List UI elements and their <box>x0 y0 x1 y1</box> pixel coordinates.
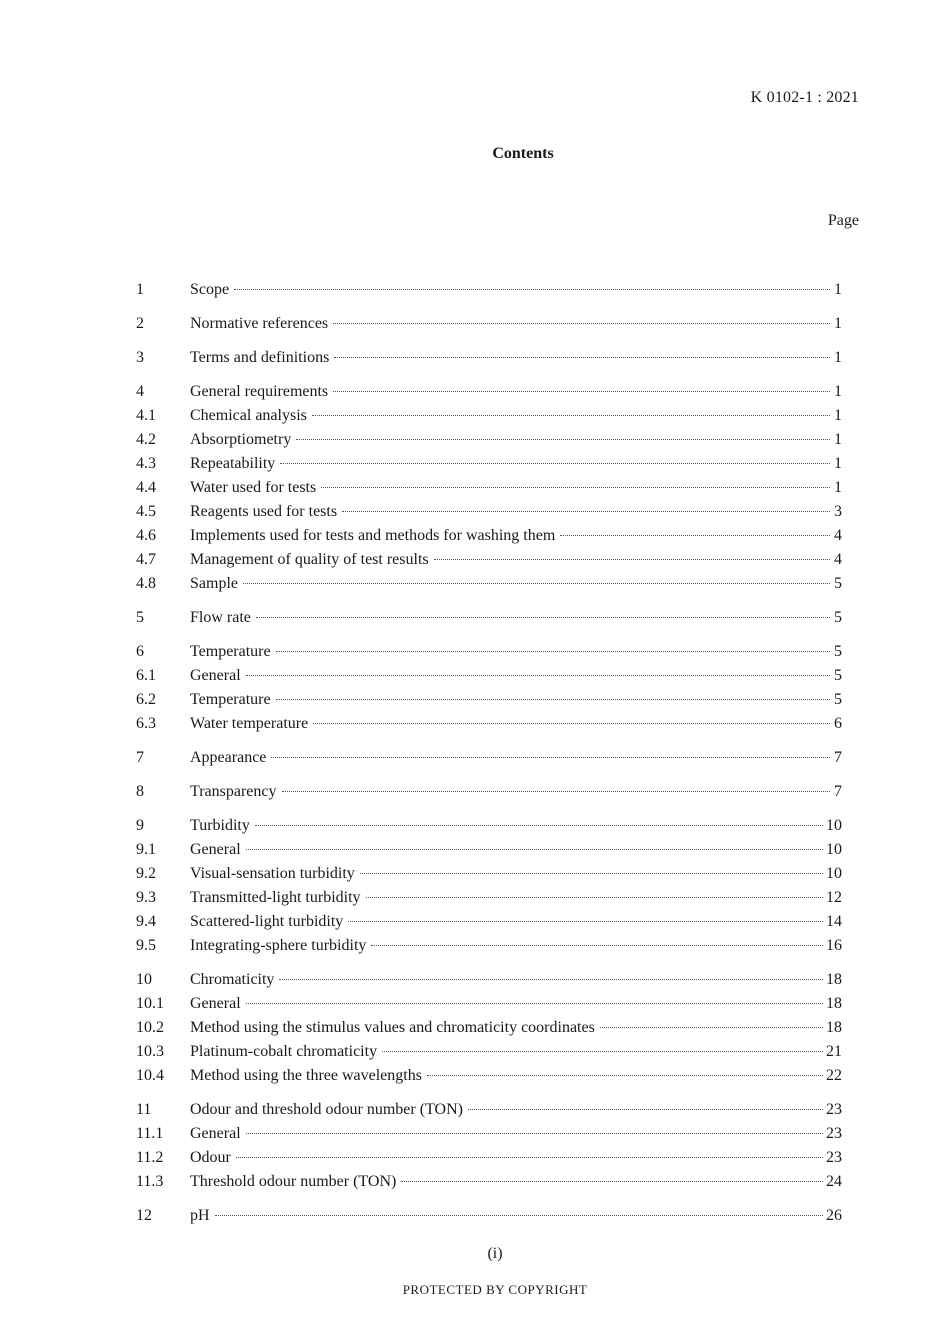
toc-entry-title: Sample <box>190 575 238 592</box>
toc-entry-page: 22 <box>826 1067 842 1084</box>
toc-entry-number: 12 <box>136 1207 152 1224</box>
toc-leader-dots <box>427 1075 823 1076</box>
toc-entry-page: 5 <box>834 667 842 684</box>
toc-entry[interactable] <box>136 910 842 934</box>
toc-entry-number: 4.2 <box>136 431 156 448</box>
toc-entry[interactable] <box>136 500 842 524</box>
toc-leader-dots <box>246 1133 823 1134</box>
toc-entry-page: 10 <box>826 817 842 834</box>
toc-entry-title: Normative references <box>190 315 329 332</box>
toc-leader-dots <box>279 979 823 980</box>
toc-entry-number: 9.1 <box>136 841 156 858</box>
toc-entry-number: 4.1 <box>136 407 156 424</box>
toc-leader-dots <box>276 699 830 700</box>
toc-entry-number: 4.7 <box>136 551 156 568</box>
toc-entry[interactable] <box>136 862 842 886</box>
toc-entry-title: Chemical analysis <box>190 407 307 424</box>
toc-entry-title: General <box>190 1125 241 1142</box>
toc-entry-title: General <box>190 995 241 1012</box>
toc-leader-dots <box>246 1003 823 1004</box>
toc-entry-page: 24 <box>826 1173 842 1190</box>
toc-entry-number: 9.5 <box>136 937 156 954</box>
toc-entry[interactable] <box>136 380 842 404</box>
toc-entry-title: Turbidity <box>190 817 250 834</box>
toc-entry-title: Temperature <box>190 643 271 660</box>
toc-leader-dots <box>360 873 823 874</box>
toc-entry-title: Transparency <box>190 783 277 800</box>
toc-entry-number: 10.3 <box>136 1043 164 1060</box>
toc-entry-page: 4 <box>834 551 842 568</box>
toc-entry[interactable] <box>136 1098 842 1122</box>
toc-entry-title: Management of quality of test results <box>190 551 429 568</box>
toc-entry[interactable] <box>136 968 842 992</box>
toc-entry-number: 6.1 <box>136 667 156 684</box>
toc-leader-dots <box>468 1109 823 1110</box>
toc-entry-page: 4 <box>834 527 842 544</box>
toc-entry[interactable] <box>136 606 842 630</box>
toc-entry-number: 2 <box>136 315 144 332</box>
toc-leader-dots <box>271 757 830 758</box>
toc-entry-page: 26 <box>826 1207 842 1224</box>
toc-entry-number: 3 <box>136 349 144 366</box>
toc-leader-dots <box>243 583 830 584</box>
toc-entry-number: 10.4 <box>136 1067 164 1084</box>
toc-entry-number: 11 <box>136 1101 152 1118</box>
toc-entry-number: 1 <box>136 281 144 298</box>
toc-entry-page: 12 <box>826 889 842 906</box>
toc-entry-title: Absorptiometry <box>190 431 292 448</box>
toc-leader-dots <box>348 921 823 922</box>
toc-entry-number: 9.3 <box>136 889 156 906</box>
toc-entry-title: Transmitted-light turbidity <box>190 889 361 906</box>
toc-entry[interactable] <box>136 1122 842 1146</box>
toc-entry-number: 9 <box>136 817 144 834</box>
toc-entry-title: Water used for tests <box>190 479 317 496</box>
table-of-contents <box>136 278 842 1228</box>
toc-leader-dots <box>321 487 830 488</box>
toc-entry-page: 10 <box>826 865 842 882</box>
toc-leader-dots <box>382 1051 823 1052</box>
toc-entry[interactable] <box>136 746 842 770</box>
toc-entry-page: 23 <box>826 1125 842 1142</box>
toc-entry[interactable] <box>136 712 842 736</box>
toc-entry[interactable] <box>136 688 842 712</box>
toc-entry-page: 21 <box>826 1043 842 1060</box>
toc-entry[interactable] <box>136 312 842 336</box>
toc-entry[interactable] <box>136 1146 842 1170</box>
toc-entry-title: Method using the three wavelengths <box>190 1067 422 1084</box>
toc-entry-number: 9.2 <box>136 865 156 882</box>
toc-entry-page: 1 <box>834 349 842 366</box>
toc-entry-page: 14 <box>826 913 842 930</box>
toc-entry-title: Integrating-sphere turbidity <box>190 937 367 954</box>
toc-entry-number: 4.5 <box>136 503 156 520</box>
toc-entry-number: 10.1 <box>136 995 164 1012</box>
toc-entry[interactable] <box>136 404 842 428</box>
document-id: K 0102-1 : 2021 <box>750 89 859 106</box>
toc-entry-page: 23 <box>826 1149 842 1166</box>
toc-entry-number: 4.4 <box>136 479 156 496</box>
toc-entry-number: 4.3 <box>136 455 156 472</box>
toc-entry[interactable] <box>136 780 842 804</box>
toc-entry-number: 6 <box>136 643 144 660</box>
toc-leader-dots <box>371 945 823 946</box>
toc-entry-title: Visual-sensation turbidity <box>190 865 355 882</box>
toc-leader-dots <box>256 617 830 618</box>
toc-entry-title: Repeatability <box>190 455 276 472</box>
toc-leader-dots <box>313 723 830 724</box>
toc-entry[interactable] <box>136 524 842 548</box>
toc-entry-title: Temperature <box>190 691 271 708</box>
toc-entry[interactable] <box>136 1170 842 1194</box>
toc-entry-title: Appearance <box>190 749 267 766</box>
toc-entry-title: Chromaticity <box>190 971 275 988</box>
toc-leader-dots <box>342 511 830 512</box>
toc-entry-page: 5 <box>834 575 842 592</box>
toc-entry-title: Odour and threshold odour number (TON) <box>190 1101 463 1118</box>
toc-entry[interactable] <box>136 664 842 688</box>
toc-entry[interactable] <box>136 1064 842 1088</box>
toc-entry[interactable] <box>136 1204 842 1228</box>
toc-entry-number: 4.6 <box>136 527 156 544</box>
toc-entry-page: 7 <box>834 749 842 766</box>
toc-leader-dots <box>296 439 830 440</box>
toc-leader-dots <box>282 791 831 792</box>
toc-leader-dots <box>333 323 830 324</box>
page-folio: (i) <box>487 1245 503 1262</box>
toc-entry-page: 18 <box>826 995 842 1012</box>
toc-entry-title: Scope <box>190 281 230 298</box>
toc-leader-dots <box>215 1215 823 1216</box>
toc-entry-number: 11.1 <box>136 1125 164 1142</box>
page-column-label: Page <box>827 212 859 229</box>
toc-leader-dots <box>366 897 823 898</box>
toc-entry-number: 4 <box>136 383 144 400</box>
toc-entry-number: 4.8 <box>136 575 156 592</box>
copyright-notice: PROTECTED BY COPYRIGHT <box>402 1282 588 1297</box>
toc-leader-dots <box>560 535 830 536</box>
toc-entry-page: 1 <box>834 431 842 448</box>
toc-entry-title: Threshold odour number (TON) <box>190 1173 397 1190</box>
toc-entry[interactable] <box>136 1016 842 1040</box>
toc-entry[interactable] <box>136 992 842 1016</box>
toc-entry[interactable] <box>136 278 842 302</box>
toc-leader-dots <box>276 651 830 652</box>
toc-entry[interactable] <box>136 640 842 664</box>
toc-leader-dots <box>246 849 823 850</box>
toc-entry-page: 18 <box>826 971 842 988</box>
toc-entry[interactable] <box>136 1040 842 1064</box>
toc-entry-number: 7 <box>136 749 144 766</box>
toc-entry-title: Reagents used for tests <box>190 503 338 520</box>
toc-leader-dots <box>434 559 830 560</box>
toc-entry[interactable] <box>136 548 842 572</box>
toc-entry-title: Odour <box>190 1149 231 1166</box>
toc-entry-number: 6.3 <box>136 715 156 732</box>
toc-entry-title: Platinum-cobalt chromaticity <box>190 1043 378 1060</box>
toc-entry-page: 3 <box>834 503 842 520</box>
toc-entry-number: 6.2 <box>136 691 156 708</box>
toc-entry[interactable] <box>136 452 842 476</box>
toc-entry-page: 1 <box>834 281 842 298</box>
toc-entry-page: 5 <box>834 643 842 660</box>
toc-leader-dots <box>280 463 830 464</box>
toc-entry-page: 10 <box>826 841 842 858</box>
toc-entry-number: 8 <box>136 783 144 800</box>
toc-entry-page: 6 <box>834 715 842 732</box>
toc-entry-page: 5 <box>834 609 842 626</box>
toc-entry-number: 5 <box>136 609 144 626</box>
toc-leader-dots <box>600 1027 823 1028</box>
toc-entry-page: 23 <box>826 1101 842 1118</box>
toc-entry-page: 1 <box>834 383 842 400</box>
toc-entry-title: Scattered-light turbidity <box>190 913 344 930</box>
toc-leader-dots <box>401 1181 823 1182</box>
page-title: Contents <box>492 145 554 162</box>
toc-entry-page: 18 <box>826 1019 842 1036</box>
toc-entry[interactable] <box>136 476 842 500</box>
toc-entry-number: 9.4 <box>136 913 156 930</box>
toc-entry-page: 1 <box>834 455 842 472</box>
toc-entry[interactable] <box>136 572 842 596</box>
toc-entry-page: 16 <box>826 937 842 954</box>
toc-leader-dots <box>234 289 830 290</box>
toc-entry-title: Terms and definitions <box>190 349 330 366</box>
toc-leader-dots <box>246 675 830 676</box>
toc-entry-number: 10.2 <box>136 1019 164 1036</box>
toc-entry-title: Flow rate <box>190 609 251 626</box>
toc-entry-title: General <box>190 667 241 684</box>
toc-leader-dots <box>334 357 830 358</box>
toc-entry-page: 1 <box>834 479 842 496</box>
toc-entry-page: 7 <box>834 783 842 800</box>
toc-entry[interactable] <box>136 428 842 452</box>
toc-entry-title: Implements used for tests and methods for washing them <box>190 527 556 544</box>
toc-entry[interactable] <box>136 838 842 862</box>
toc-leader-dots <box>255 825 823 826</box>
toc-entry-title: pH <box>190 1207 210 1224</box>
toc-leader-dots <box>312 415 830 416</box>
toc-leader-dots <box>333 391 830 392</box>
toc-entry-title: Water temperature <box>190 715 309 732</box>
toc-entry[interactable] <box>136 886 842 910</box>
toc-entry-page: 1 <box>834 315 842 332</box>
toc-entry[interactable] <box>136 934 842 958</box>
toc-entry[interactable] <box>136 346 842 370</box>
toc-leader-dots <box>236 1157 823 1158</box>
toc-entry-page: 1 <box>834 407 842 424</box>
toc-entry-title: General <box>190 841 241 858</box>
toc-entry-title: General requirements <box>190 383 329 400</box>
toc-entry-page: 5 <box>834 691 842 708</box>
toc-entry-number: 11.2 <box>136 1149 164 1166</box>
toc-entry-number: 10 <box>136 971 152 988</box>
toc-entry-number: 11.3 <box>136 1173 164 1190</box>
toc-entry-title: Method using the stimulus values and chromaticity coordinates <box>190 1019 595 1036</box>
toc-entry[interactable] <box>136 814 842 838</box>
